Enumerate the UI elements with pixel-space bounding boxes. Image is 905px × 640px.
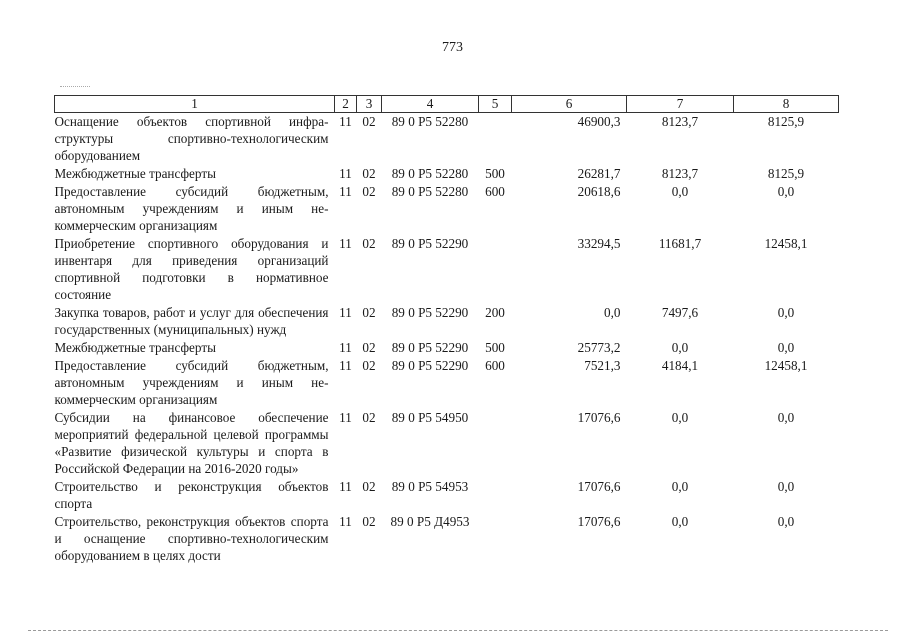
amount-col6-cell: 26281,7	[577, 166, 621, 181]
amount-col7-cell: 4184,1	[661, 358, 699, 373]
row-name-cell: Субсидии на финансовое обеспечение мероприятий федеральной целевой программы «Развитие физической культуры и спорта в Российской Федерации на 2016-2020 годы»	[54, 410, 329, 476]
amount-col7-cell: 11681,7	[658, 236, 702, 251]
row-name-cell: Строительство и реконструкция объектов спорта	[54, 479, 329, 511]
budget-table	[54, 95, 839, 565]
subsection-code-cell: 02	[362, 410, 376, 425]
expense-type-cell	[479, 409, 512, 478]
table-row	[55, 183, 839, 235]
section-code-cell: 11	[339, 479, 352, 494]
row-name-cell: Межбюджетные трансферты	[54, 340, 216, 355]
section-code-cell: 11	[339, 236, 352, 251]
expense-type-cell	[479, 113, 512, 166]
amount-col7-cell: 0,0	[671, 514, 689, 529]
amount-col6-cell: 17076,6	[577, 514, 621, 529]
scan-artifact	[60, 86, 90, 87]
amount-col7-cell: 0,0	[671, 410, 689, 425]
row-name-cell: Закупка товаров, работ и услуг для обеспечения государственных (муниципальных) нужд	[54, 305, 329, 337]
table-row	[55, 339, 839, 357]
column-header: 2	[335, 96, 357, 113]
row-name-cell: Приобретение спортивного оборудования и инвентаря для приведения организаций спортивной подготовки в нормативное состояние	[54, 236, 329, 302]
subsection-code-cell: 02	[362, 358, 376, 373]
target-article-cell: 89 0 P5 52290	[391, 305, 469, 320]
section-code-cell: 11	[339, 114, 352, 129]
subsection-code-cell: 02	[362, 236, 376, 251]
amount-col8-cell: 0,0	[777, 305, 795, 320]
table-row	[55, 304, 839, 339]
expense-type-cell: 500	[485, 166, 505, 181]
table-header-row	[55, 96, 839, 113]
column-header: 3	[357, 96, 382, 113]
table-row	[55, 357, 839, 409]
target-article-cell: 89 0 P5 52280	[391, 114, 469, 129]
section-code-cell: 11	[339, 184, 352, 199]
amount-col8-cell: 8125,9	[767, 114, 805, 129]
section-code-cell: 11	[339, 358, 352, 373]
column-header: 7	[627, 96, 734, 113]
expense-type-cell: 600	[485, 184, 505, 199]
table-row	[55, 113, 839, 166]
amount-col7-cell: 8123,7	[661, 166, 699, 181]
section-code-cell: 11	[339, 410, 352, 425]
page-bottom-rule	[28, 630, 888, 631]
subsection-code-cell: 02	[362, 479, 376, 494]
amount-col6-cell: 33294,5	[577, 236, 621, 251]
amount-col7-cell: 8123,7	[661, 114, 699, 129]
target-article-cell: 89 0 P5 54953	[391, 479, 469, 494]
table-row	[55, 235, 839, 304]
subsection-code-cell: 02	[362, 514, 376, 529]
column-header: 1	[55, 96, 335, 113]
expense-type-cell: 600	[485, 358, 505, 373]
target-article-cell: 89 0 P5 52290	[391, 340, 469, 355]
table-row	[55, 478, 839, 513]
table-row	[55, 409, 839, 478]
section-code-cell: 11	[339, 166, 352, 181]
amount-col8-cell: 0,0	[777, 514, 795, 529]
subsection-code-cell: 02	[362, 340, 376, 355]
column-header: 4	[382, 96, 479, 113]
section-code-cell: 11	[339, 514, 352, 529]
column-header: 6	[512, 96, 627, 113]
amount-col8-cell: 12458,1	[764, 358, 808, 373]
amount-col8-cell: 0,0	[777, 184, 795, 199]
row-name-cell: Предоставление субсидий бюджетным, автономным учреждениям и иным некоммерческим организациям	[54, 184, 329, 233]
target-article-cell: 89 0 P5 52280	[391, 184, 469, 199]
table-row	[55, 165, 839, 183]
expense-type-cell: 500	[485, 340, 505, 355]
target-article-cell: 89 0 P5 52280	[391, 166, 469, 181]
page-number: 773	[442, 40, 463, 55]
amount-col6-cell: 17076,6	[577, 410, 621, 425]
amount-col7-cell: 0,0	[671, 184, 689, 199]
subsection-code-cell: 02	[362, 184, 376, 199]
subsection-code-cell: 02	[362, 166, 376, 181]
expense-type-cell: 200	[485, 305, 505, 320]
target-article-cell: 89 0 P5 52290	[391, 358, 469, 373]
amount-col8-cell: 0,0	[777, 410, 795, 425]
column-header: 8	[734, 96, 839, 113]
row-name-cell: Межбюджетные трансферты	[54, 166, 216, 181]
target-article-cell: 89 0 P5 Д4953	[390, 514, 470, 529]
amount-col6-cell: 25773,2	[577, 340, 621, 355]
column-header: 5	[479, 96, 512, 113]
expense-type-cell	[479, 235, 512, 304]
target-article-cell: 89 0 P5 54950	[391, 410, 469, 425]
amount-col6-cell: 46900,3	[577, 114, 621, 129]
expense-type-cell	[479, 478, 512, 513]
amount-col7-cell: 0,0	[671, 340, 689, 355]
amount-col6-cell: 0,0	[604, 305, 621, 320]
row-name-cell: Предоставление субсидий бюджетным, автономным учреждениям и иным некоммерческим организациям	[54, 358, 329, 407]
target-article-cell: 89 0 P5 52290	[391, 236, 469, 251]
amount-col7-cell: 0,0	[671, 479, 689, 494]
row-name-cell: Строительство, реконструкция объектов спорта и оснащение спортивно-технологическим оборудованием в целях дости	[54, 514, 329, 563]
section-code-cell: 11	[339, 305, 352, 320]
amount-col8-cell: 0,0	[777, 479, 795, 494]
amount-col6-cell: 20618,6	[577, 184, 621, 199]
subsection-code-cell: 02	[362, 114, 376, 129]
amount-col7-cell: 7497,6	[661, 305, 699, 320]
subsection-code-cell: 02	[362, 305, 376, 320]
amount-col8-cell: 8125,9	[767, 166, 805, 181]
amount-col6-cell: 7521,3	[584, 358, 621, 373]
expense-type-cell	[479, 513, 512, 565]
table-row	[55, 513, 839, 565]
section-code-cell: 11	[339, 340, 352, 355]
amount-col6-cell: 17076,6	[577, 479, 621, 494]
amount-col8-cell: 12458,1	[764, 236, 808, 251]
row-name-cell: Оснащение объектов спортивной инфраструктуры спортивно-технологическим оборудованием	[54, 114, 329, 163]
amount-col8-cell: 0,0	[777, 340, 795, 355]
